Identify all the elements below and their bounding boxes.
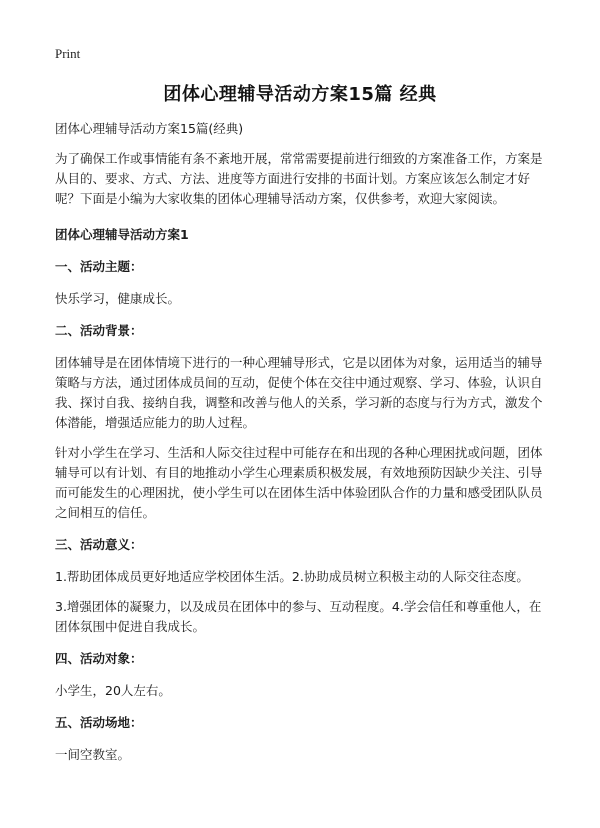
print-link[interactable]: Print bbox=[55, 46, 81, 61]
heading-background: 二、活动背景： bbox=[55, 323, 143, 338]
intro-paragraph: 为了确保工作或事情能有条不紊地开展，常常需要提前进行细致的方案准备工作，方案是从目的、要求、方式、方法、进度等方面进行安排的书面计划。方案应该怎么制定才好呢？下面是小编为大家收集的团体心理辅导活动方案，仅供参考，欢迎大家阅读。 bbox=[55, 151, 543, 206]
heading-theme: 一、活动主题： bbox=[55, 259, 143, 274]
paragraph-venue: 一间空教室。 bbox=[55, 747, 131, 762]
article-subtitle: 团体心理辅导活动方案15篇(经典) bbox=[55, 121, 244, 136]
paragraph-significance-1: 1.帮助团体成员更好地适应学校团体生活。2.协助成员树立积极主动的人际交往态度。 bbox=[55, 569, 529, 584]
heading-venue: 五、活动场地： bbox=[55, 715, 143, 730]
heading-significance: 三、活动意义： bbox=[55, 537, 143, 552]
article-body bbox=[55, 119, 553, 775]
paragraph-background-1: 团体辅导是在团体情境下进行的一种心理辅导形式，它是以团体为对象，运用适当的辅导策略与方法，通过团体成员间的互动，促使个体在交往中通过观察、学习、体验，认识自我、探讨自我、接纳自我，调整和改善与他人的关系，学习新的态度与行为方式，激发个体潜能，增强适应能力的助人过程。 bbox=[55, 355, 543, 430]
paragraph-theme: 快乐学习，健康成长。 bbox=[55, 291, 181, 306]
section-title: 团体心理辅导活动方案1 bbox=[55, 227, 189, 242]
page-title: 团体心理辅导活动方案15篇 经典 bbox=[163, 84, 437, 105]
paragraph-audience: 小学生，20人左右。 bbox=[55, 683, 171, 698]
heading-audience: 四、活动对象： bbox=[55, 651, 143, 666]
paragraph-background-2: 针对小学生在学习、生活和人际交往过程中可能存在和出现的各种心理困扰或问题，团体辅导可以有计划、有目的地推动小学生心理素质积极发展，有效地预防因缺少关注、引导而可能发生的心理困扰，使小学生可以在团体生活中体验团队合作的力量和感受团队队员之间相互的信任。 bbox=[55, 445, 543, 520]
paragraph-significance-2: 3.增强团体的凝聚力，以及成员在团体中的参与、互动程度。4.学会信任和尊重他人，在团体氛围中促进自我成长。 bbox=[55, 599, 542, 634]
